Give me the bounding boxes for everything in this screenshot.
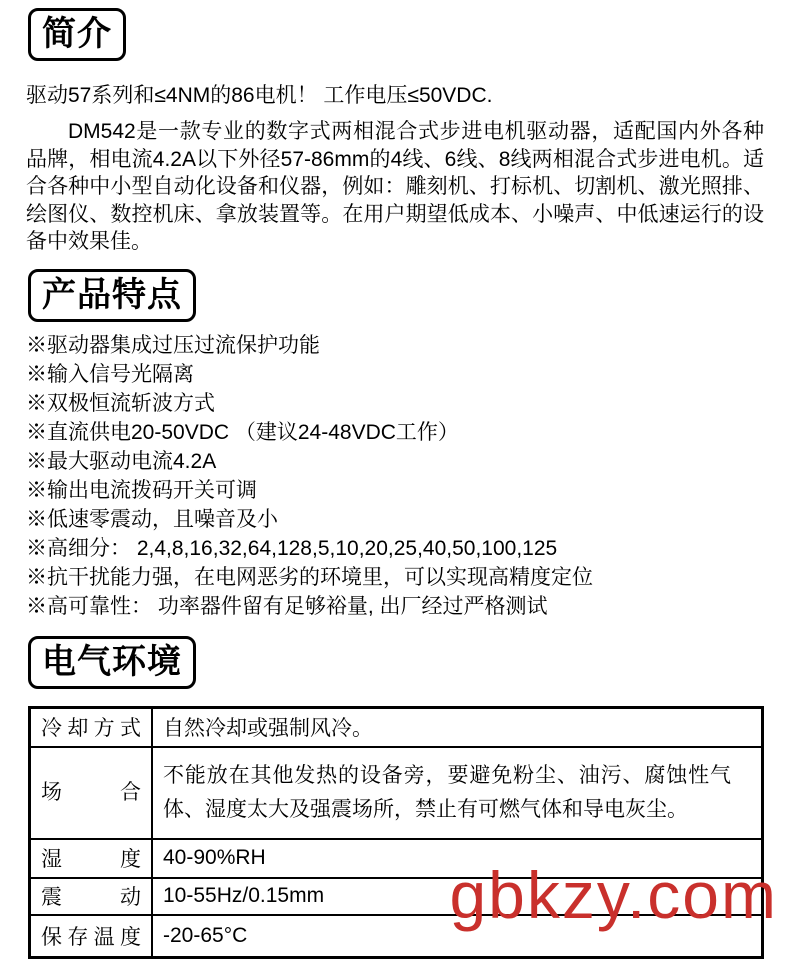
section-title-intro: 简介 — [28, 8, 126, 61]
feature-item: ※高细分： 2,4,8,16,32,64,128,5,10,20,25,40,50,100,125 — [26, 536, 558, 560]
table-row — [30, 747, 763, 839]
feature-item: ※抗干扰能力强，在电网恶劣的环境里，可以实现高精度定位 — [26, 565, 593, 589]
row-value-occasion: 不能放在其他发热的设备旁，要避免粉尘、油污、腐蚀性气体、湿度太大及强震场所，禁止有可燃气体和导电灰尘。 — [152, 747, 763, 839]
row-label-humidity: 湿度 — [30, 839, 153, 878]
feature-item: ※输出电流拨码开关可调 — [26, 478, 257, 502]
row-value-storage-temp: -20-65°C — [152, 915, 763, 958]
feature-item: ※低速零震动，且噪音及小 — [26, 507, 278, 531]
feature-item: ※直流供电20-50VDC （建议24-48VDC工作） — [26, 420, 459, 444]
features-list — [26, 331, 764, 621]
section-title-features: 产品特点 — [28, 269, 196, 322]
table-row — [30, 707, 763, 747]
row-value-humidity: 40-90%RH — [152, 839, 763, 878]
row-label-storage-temp: 保存温度 — [30, 915, 153, 958]
feature-item: ※高可靠性： 功率器件留有足够裕量, 出厂经过严格测试 — [26, 594, 548, 618]
row-label-vibration: 震动 — [30, 878, 153, 915]
feature-item: ※驱动器集成过压过流保护功能 — [26, 333, 320, 357]
feature-item: ※双极恒流斩波方式 — [26, 391, 215, 415]
row-value-cooling: 自然冷却或强制风冷。 — [152, 707, 763, 747]
section-title-environment: 电气环境 — [28, 636, 196, 689]
row-label-cooling: 冷却方式 — [30, 707, 153, 747]
watermark: gbkzy.com — [449, 858, 778, 932]
feature-item: ※输入信号光隔离 — [26, 362, 194, 386]
row-value-vibration: 10-55Hz/0.15mm — [152, 878, 763, 915]
feature-item: ※最大驱动电流4.2A — [26, 449, 217, 473]
row-label-occasion: 场合 — [30, 747, 153, 839]
intro-summary-line: 驱动57系列和≤4NM的86电机！ 工作电压≤50VDC. — [26, 84, 493, 107]
intro-paragraph: DM542是一款专业的数字式两相混合式步进电机驱动器，适配国内外各种品牌，相电流4.2A以下外径57-86mm的4线、6线、8线两相混合式步进电机。适合各种中小型自动化设备和仪器，例如：雕刻机、打标机、切割机、激光照排、绘图仪、数控机床、拿放装置等。在用户期望低成本、小噪声、中低速运行的设备中效果佳。 — [26, 120, 764, 253]
